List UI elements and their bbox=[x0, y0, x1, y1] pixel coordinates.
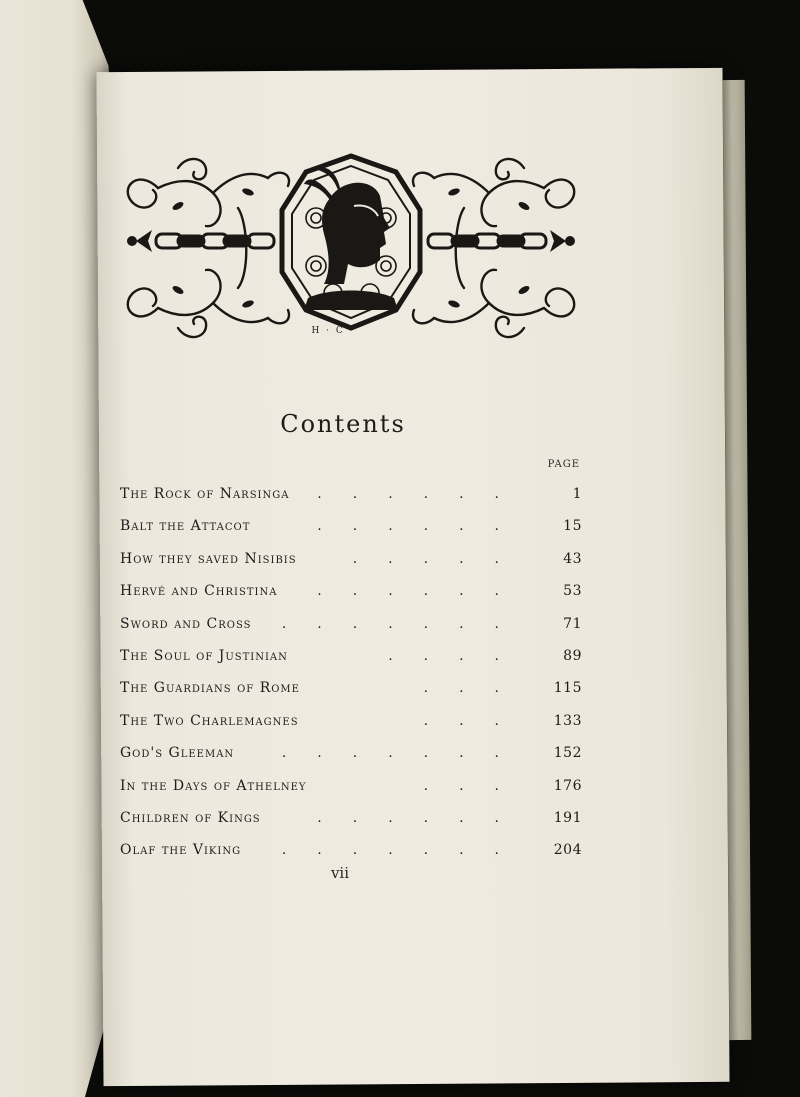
engraver-signature: H · C · bbox=[311, 326, 355, 336]
headpiece-ornament bbox=[118, 148, 584, 348]
scroll-left-top bbox=[128, 180, 158, 208]
toc-entry-title: God's Gleeman bbox=[120, 745, 235, 762]
dot-leader: ...... bbox=[317, 583, 530, 600]
toc-entry-title: The Two Charlemagnes bbox=[120, 712, 299, 729]
toc-entry bbox=[120, 737, 582, 769]
toc-entry-page: 1 bbox=[572, 486, 582, 502]
toc-entry-title: Hervé and Christina bbox=[120, 583, 278, 600]
toc-entry bbox=[120, 802, 582, 834]
toc-entry bbox=[120, 510, 582, 542]
contents-heading: Contents bbox=[280, 410, 406, 438]
dot-leader: ... bbox=[423, 777, 530, 794]
dot-leader: ... bbox=[423, 680, 530, 697]
toc-entry-page: 191 bbox=[553, 809, 582, 826]
toc-entry-title: How they saved Nisibis bbox=[120, 550, 297, 567]
dot-leader: ..... bbox=[352, 550, 530, 567]
dot-leader: ....... bbox=[281, 615, 530, 632]
toc-entry bbox=[120, 608, 582, 640]
table-of-contents bbox=[120, 478, 582, 867]
toc-entry-page: 71 bbox=[563, 615, 582, 632]
chain-left bbox=[156, 234, 274, 248]
toc-entry-page: 115 bbox=[553, 680, 582, 697]
medallion-portrait bbox=[282, 156, 420, 328]
toc-entry bbox=[120, 478, 582, 510]
chain-right bbox=[428, 234, 546, 248]
toc-entry bbox=[120, 543, 582, 575]
toc-entry bbox=[120, 834, 582, 866]
dot-leader: ....... bbox=[281, 842, 530, 859]
toc-entry-title: Olaf the Viking bbox=[120, 842, 242, 859]
toc-entry-title: Balt the Attacot bbox=[120, 518, 251, 535]
dot-leader: ....... bbox=[281, 745, 530, 762]
toc-entry-page: 133 bbox=[553, 712, 582, 729]
scroll-right-bottom bbox=[544, 288, 574, 316]
toc-entry bbox=[120, 770, 582, 802]
toc-entry-page: 15 bbox=[563, 518, 582, 535]
scroll-left-bottom bbox=[128, 288, 158, 316]
toc-entry-title: Sword and Cross bbox=[120, 615, 252, 632]
scroll-right-top bbox=[544, 180, 574, 208]
page-number: vii bbox=[330, 864, 350, 882]
toc-entry-page: 53 bbox=[563, 583, 582, 600]
toc-entry-page: 204 bbox=[553, 842, 582, 859]
toc-entry bbox=[120, 640, 582, 672]
toc-entry-title: In the Days of Athelney bbox=[120, 777, 307, 794]
toc-entry-page: 89 bbox=[563, 647, 582, 664]
toc-entry bbox=[120, 705, 582, 737]
toc-entry bbox=[120, 575, 582, 607]
dot-leader: ...... bbox=[317, 486, 530, 502]
toc-entry-page: 43 bbox=[563, 550, 582, 567]
toc-entry-title: Children of Kings bbox=[120, 809, 261, 826]
toc-entry-page: 176 bbox=[553, 777, 582, 794]
dot-leader: ...... bbox=[317, 809, 530, 826]
toc-entry bbox=[120, 672, 582, 704]
dot-leader: ... bbox=[423, 712, 530, 729]
dot-leader: .... bbox=[388, 647, 530, 664]
toc-entry-title: The Rock of Narsinga bbox=[120, 486, 290, 502]
page-column-header: PAGE bbox=[547, 459, 580, 470]
toc-entry-title: The Soul of Justinian bbox=[120, 647, 288, 664]
dot-leader: ...... bbox=[317, 518, 530, 535]
toc-entry-page: 152 bbox=[553, 745, 582, 762]
toc-entry-title: The Guardians of Rome bbox=[120, 680, 300, 697]
